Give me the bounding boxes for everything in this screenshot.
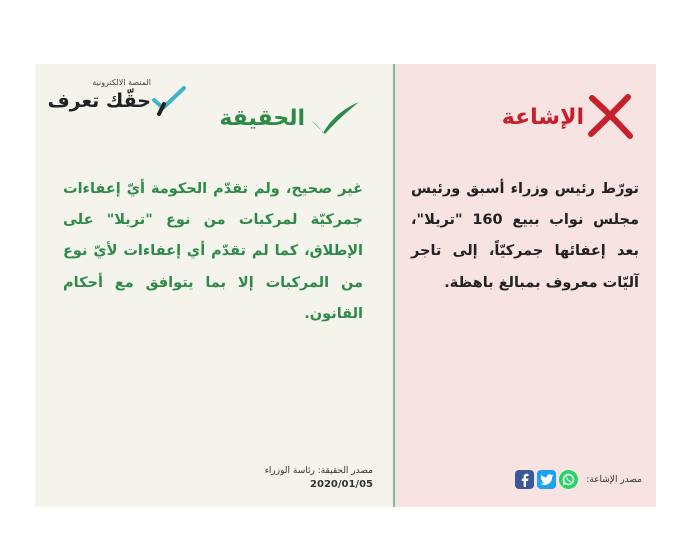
logo-check-icon [151, 84, 187, 118]
twitter-icon [537, 470, 556, 489]
truth-panel [35, 64, 395, 507]
truth-header [219, 100, 361, 136]
truth-source-label: مصدر الحقيقة: رئاسة الوزراء [264, 466, 373, 476]
truth-source-date: 2020/01/05 [310, 479, 373, 490]
rumor-text: تورّط رئيس وزراء أسبق ورئيس مجلس نواب ببيع 160 "تريلا"، بعد إعفائها جمركيّاً، إلى تاجر آليّات معروف بمبالغ باهظة. [411, 181, 639, 291]
truth-text: غير صحيح، ولم تقدّم الحكومة أيّ إعفاءات جمركيّة لمركبات من نوع "تريلا" على الإطلاق، كما لم تقدّم أي إعفاءات لأيّ نوع من المركبات إلا بما يتوافق مع أحكام القانون. [63, 181, 363, 322]
logo-name: حقّك تعرف [47, 90, 151, 112]
facebook-icon [515, 470, 534, 489]
x-icon [586, 94, 634, 140]
rumor-panel [395, 64, 656, 507]
social-icons [515, 470, 578, 489]
truth-title: الحقيقة [219, 105, 305, 131]
rumor-source [515, 470, 642, 489]
logo [47, 78, 187, 124]
fact-check-card [35, 64, 656, 507]
check-icon [309, 100, 361, 136]
truth-source [265, 466, 373, 490]
rumor-header [502, 94, 634, 140]
logo-subtitle: المنصة الالكترونية [92, 78, 151, 87]
rumor-source-label: مصدر الإشاعة: [586, 474, 642, 485]
rumor-title: الإشاعة [501, 104, 584, 130]
whatsapp-icon [559, 470, 578, 489]
